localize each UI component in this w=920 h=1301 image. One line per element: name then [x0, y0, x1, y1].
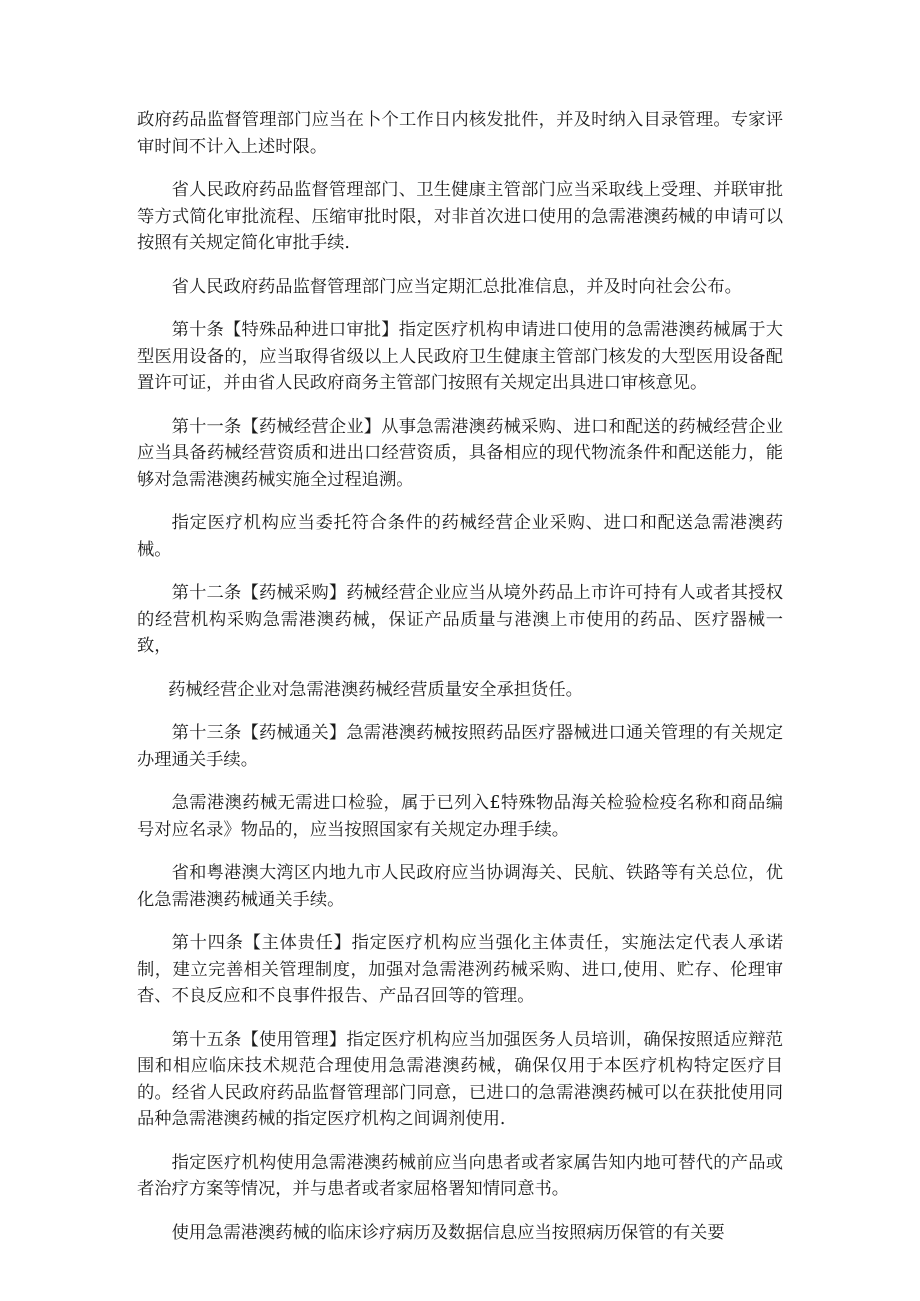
paragraph-article-11: 第十一条【药械经营企业】从事急需港澳药械采购、进口和配送的药械经营企业应当具备药械经营资质和进出口经营资质，具备相应的现代物流条件和配送能力，能够对急需港澳药械实施全过程追溯。 [137, 416, 783, 490]
paragraph-article-13: 第十三条【药械通关】急需港澳药械按照药品医疗器械进口通关管理的有关规定办理通关手续。 [137, 723, 783, 770]
paragraph: 使用急需港澳药械的临床诊疗病历及数据信息应当按照病历保管的有关要 [171, 1222, 725, 1243]
paragraph: 指定医疗机构使用急需港澳药械前应当向患者或者家属告知内地可替代的产品或者治疗方案等情况，并与患者或者家屈格署知情同意书。 [137, 1152, 783, 1199]
paragraph-article-14: 第十四条【主体贵任】指定医疗机构应当强化主体责任，实施法定代表人承诺制，建立完善相关管理制度，加强对急需港洌药械采购、进口,使用、贮存、伦理审杳、不良反应和不良事件报告、产品召回等的管理。 [137, 933, 783, 1006]
paragraph: 省人民政府药品监督管理部门应当定期汇总批准信息，并及时向社会公布。 [171, 276, 742, 297]
paragraph-article-15: 第十五条【使用管理】指定医疗机构应当加强医务人员培训，确保按照适应辩范围和相应临床技术规范合理使用急需港澳药械，确保仅用于本医疗机构特定医疗目的。经省人民政府药品监督管理部门同意，已进口的急需港澳药械可以在获批使用同品种急需港澳药械的指定医疗机构之间调剂使用. [137, 1029, 783, 1129]
document-body [137, 107, 783, 1263]
paragraph-article-10: 第十条【特殊品种进口审批】指定医疗机构申请进口使用的急需港澳药械属于大型医用设备的，应当取得省级以上人民政府卫生健康主管部门核发的大型医用设备配置许可证，并由省人民政府商务主管部门按照有关规定出具进口审核意见。 [137, 320, 783, 393]
paragraph: 政府药品监督管理部门应当在卜个工作日内核发批件，并及时纳入目录管理。专家评审时间不计入上述时限。 [137, 110, 783, 157]
paragraph: 省人民政府药品监督管理部门、卫生健康主管部门应当采取线上受理、并联审批等方式简化审批流程、压缩审批时限，对非首次进口使用的急需港澳药械的申请可以按照有关规定简化审批手续. [137, 180, 783, 253]
paragraph: 省和粤港澳大湾区内地九市人民政府应当协调海关、民航、铁路等有关总位，优化急需港澳药械通关手续。 [137, 863, 783, 910]
paragraph: 急需港澳药械无需进口检验，属于已列入£特殊物品海关检验检疫名称和商品编号对应名录》物品的，应当按照国家有关规定办理手续。 [137, 793, 783, 840]
paragraph-article-12: 第十二条【药械采购】药械经营企业应当从境外药品上市许可持有人或者其授权的经营机构采购急需港澳药械，保证产品质量与港澳上市使用的药品、医疗器械一致， [137, 583, 783, 656]
paragraph: 指定医疗机构应当委托符合条件的药械经营企业采购、进口和配送急需港澳药械。 [137, 513, 783, 560]
paragraph: 药械经营企业对急需港澳药械经营质量安全承担货任。 [168, 679, 583, 700]
